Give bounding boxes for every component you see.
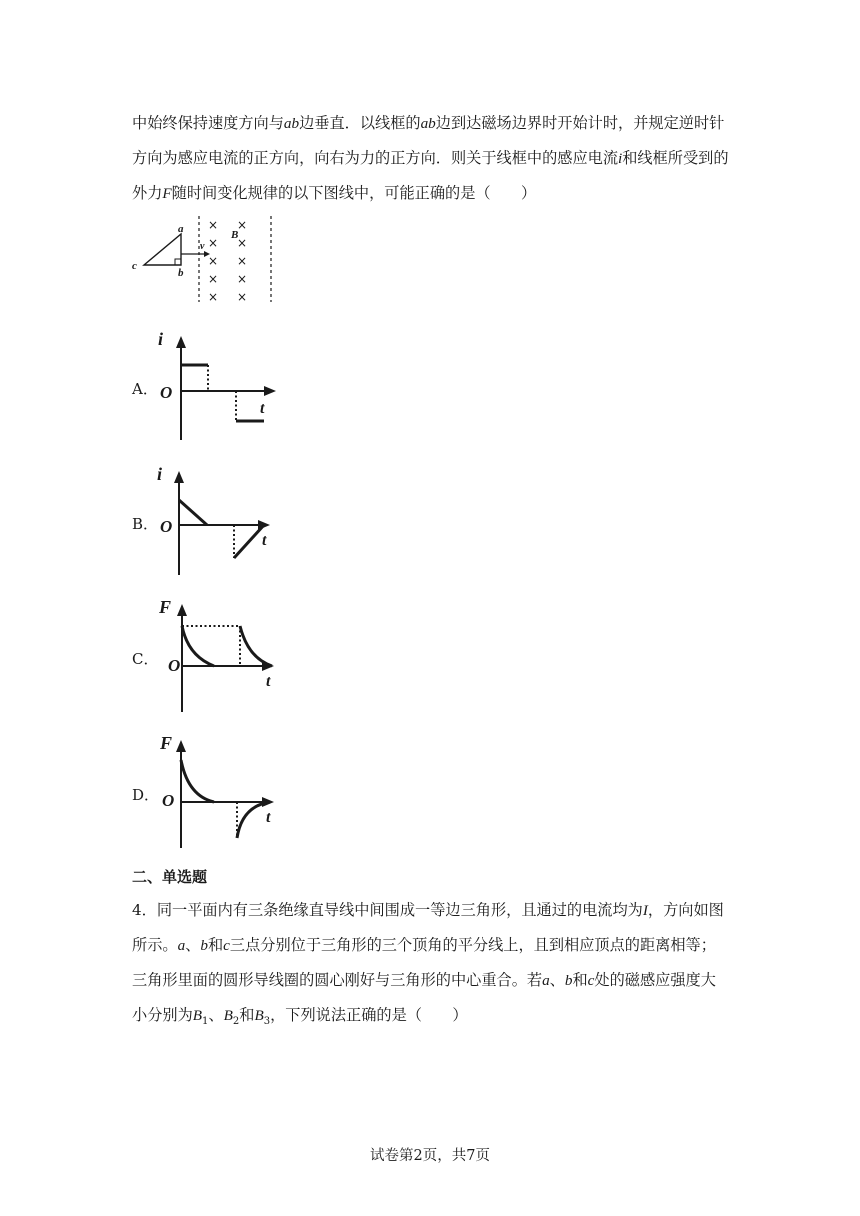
origin-label: O <box>160 517 173 536</box>
separator: 、 <box>185 936 201 954</box>
conjunction: 和 <box>239 1006 255 1024</box>
page-footer: 试卷第2页，共7页 <box>370 1148 490 1164</box>
origin-label: O <box>168 656 181 675</box>
label-B: B <box>231 229 239 241</box>
axis-label-F: F <box>160 733 173 753</box>
sub-1: 1 <box>202 1016 209 1028</box>
var-c-2: c <box>587 972 595 989</box>
var-I: I <box>642 902 648 919</box>
label-v: v <box>200 241 205 252</box>
label-a: a <box>178 223 184 235</box>
q4-text <box>132 893 752 1039</box>
q4-line2-a: 所示。 <box>132 936 178 954</box>
sub-2: 2 <box>232 1016 240 1028</box>
var-B2: B <box>223 1007 233 1024</box>
q3-line1-c: 边到达磁场边界时开始计时，并规定逆时针 <box>435 114 725 132</box>
var-ab: ab <box>283 115 300 132</box>
q3-text <box>132 106 732 211</box>
q4-line3: 三角形里面的圆形导线圈的圆心刚好与三角形的中心重合。若 <box>132 971 543 989</box>
q4-line4-b: ，下列说法正确的是（ ） <box>270 1006 468 1024</box>
conjunction: 和 <box>207 936 224 954</box>
axis-label-i: i <box>157 464 163 484</box>
svg-text:×: × <box>237 290 248 304</box>
option-b-label[interactable]: B． <box>132 515 159 533</box>
svg-text:×: × <box>237 236 248 250</box>
q4-line2-b: 三点分别位于三角形的三个顶角的平分线上，且到相应顶点的距离相等； <box>229 936 716 954</box>
svg-text:×: × <box>208 272 219 286</box>
axis-label-t: t <box>262 532 267 549</box>
var-c: c <box>223 937 230 954</box>
label-b: b <box>178 267 184 279</box>
option-d-graph <box>152 732 282 852</box>
conjunction: 和 <box>572 971 588 989</box>
separator: 、 <box>208 1006 224 1024</box>
q3-line3-a: 外力 <box>132 184 163 202</box>
q3-line2-b: 和线框所受到的 <box>622 149 729 167</box>
svg-text:×: × <box>208 290 219 304</box>
separator: 、 <box>549 971 565 989</box>
option-c-label[interactable]: C． <box>132 650 159 668</box>
q3-line1-b: 边垂直．以线框的 <box>299 114 421 132</box>
q4-line1-b: ，方向如图 <box>647 901 724 919</box>
option-b-graph <box>152 463 282 579</box>
q4-line1-a: 4．同一平面内有三条绝缘直导线中间围成一等边三角形，且通过的电流均为 <box>132 901 643 919</box>
svg-text:×: × <box>237 254 248 268</box>
label-c: c <box>132 260 137 272</box>
svg-text:×: × <box>208 218 219 232</box>
option-c-graph <box>152 596 282 716</box>
svg-text:×: × <box>237 272 248 286</box>
q3-line3-b: 随时间变化规律的以下图线中，可能正确的是（ ） <box>171 184 537 202</box>
var-a-2: a <box>542 972 550 989</box>
var-F: F <box>162 185 172 202</box>
origin-label: O <box>162 791 175 810</box>
field-crosses <box>208 218 247 304</box>
var-i: i <box>618 150 623 167</box>
option-a-label[interactable]: A． <box>132 380 158 398</box>
q3-line1-a: 中始终保持速度方向与 <box>132 114 284 132</box>
axis-label-t: t <box>260 400 265 417</box>
q4-line4-a: 小分别为 <box>132 1006 193 1024</box>
option-d-label[interactable]: D． <box>132 786 160 804</box>
axis-label-i: i <box>158 329 164 349</box>
svg-text:×: × <box>237 218 248 232</box>
axis-label-t: t <box>266 673 271 690</box>
right-angle-mark <box>175 259 181 265</box>
triangle-field-figure <box>128 214 278 306</box>
sub-3: 3 <box>263 1016 271 1028</box>
origin-label: O <box>160 383 173 402</box>
section-title: 二、单选题 <box>132 868 208 886</box>
var-b-2: b <box>564 972 573 989</box>
svg-text:×: × <box>208 236 219 250</box>
svg-text:×: × <box>208 254 219 268</box>
var-b: b <box>200 937 208 954</box>
axis-label-t: t <box>266 809 271 826</box>
var-a: a <box>177 937 186 954</box>
q4-line3-b: 处的磁感应强度大 <box>594 971 716 989</box>
var-B1: B <box>192 1007 203 1024</box>
axis-label-F: F <box>159 597 172 617</box>
var-ab-2: ab <box>420 115 436 132</box>
q3-line2: 方向为感应电流的正方向，向右为力的正方向．则关于线框中的感应电流 <box>132 149 618 167</box>
option-a-graph <box>152 328 282 444</box>
var-B3: B <box>254 1007 264 1024</box>
